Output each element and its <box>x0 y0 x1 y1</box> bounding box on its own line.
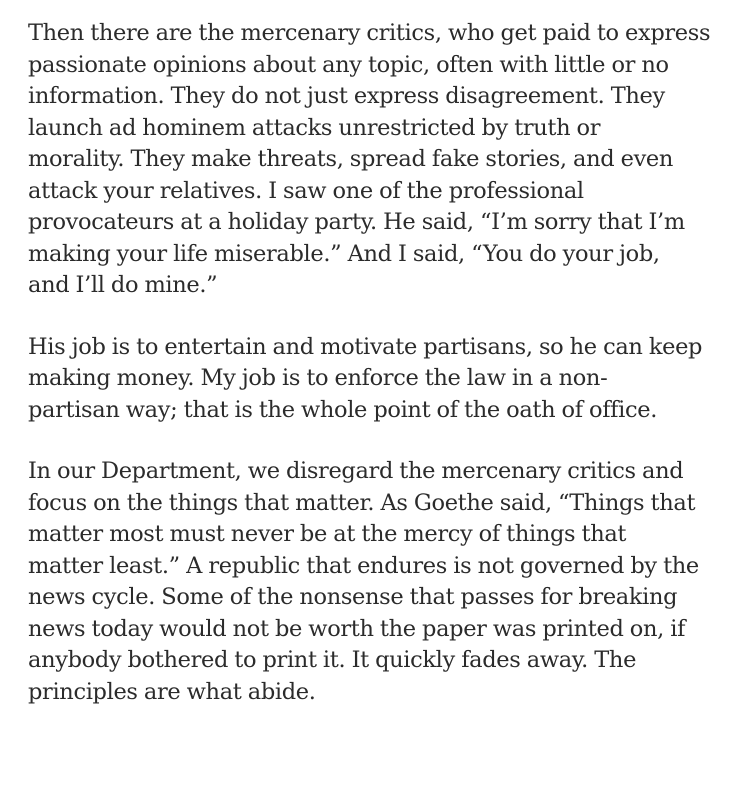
text-line: news today would not be worth the paper was printed on, if <box>28 615 686 642</box>
text-line: focus on the things that matter. As Goethe said, “Things that <box>28 489 696 516</box>
text-line: matter most must never be at the mercy of things that <box>28 521 627 547</box>
text-line: matter least.” A republic that endures is not governed by the <box>28 552 699 579</box>
text-line: attack your relatives. I saw one of the professional <box>28 177 584 204</box>
text-line: information. They do not just express disagreement. They <box>28 83 665 109</box>
text-line: anybody bothered to print it. It quickly fades away. The <box>28 647 637 673</box>
text-line: provocateurs at a holiday party. He said, “I’m sorry that I’m <box>28 209 685 235</box>
paragraph-spacer <box>28 426 734 456</box>
paragraph-our-department <box>28 456 734 708</box>
paragraph-spacer <box>28 302 734 332</box>
text-line: His job is to entertain and motivate partisans, so he can keep <box>28 333 703 360</box>
text-line: In our Department, we disregard the mercenary critics and <box>28 458 684 484</box>
paragraph-his-job <box>28 332 734 427</box>
text-line: Then there are the mercenary critics, who get paid to express <box>28 20 711 46</box>
text-line: launch ad hominem attacks unrestricted by truth or <box>28 114 601 141</box>
text-line: news cycle. Some of the nonsense that passes for breaking <box>28 584 678 610</box>
text-line: and I’ll do mine.” <box>28 272 218 298</box>
text-line: passionate opinions about any topic, often with little or no <box>28 51 669 78</box>
text-line: morality. They make threats, spread fake stories, and even <box>28 146 674 172</box>
text-line: making money. My job is to enforce the law in a non- <box>28 365 608 391</box>
text-line: partisan way; that is the whole point of the oath of office. <box>28 396 658 423</box>
text-line: making your life miserable.” And I said, “You do your job, <box>28 240 660 267</box>
paragraph-mercenary-critics <box>28 18 734 302</box>
text-line: principles are what abide. <box>28 678 316 705</box>
